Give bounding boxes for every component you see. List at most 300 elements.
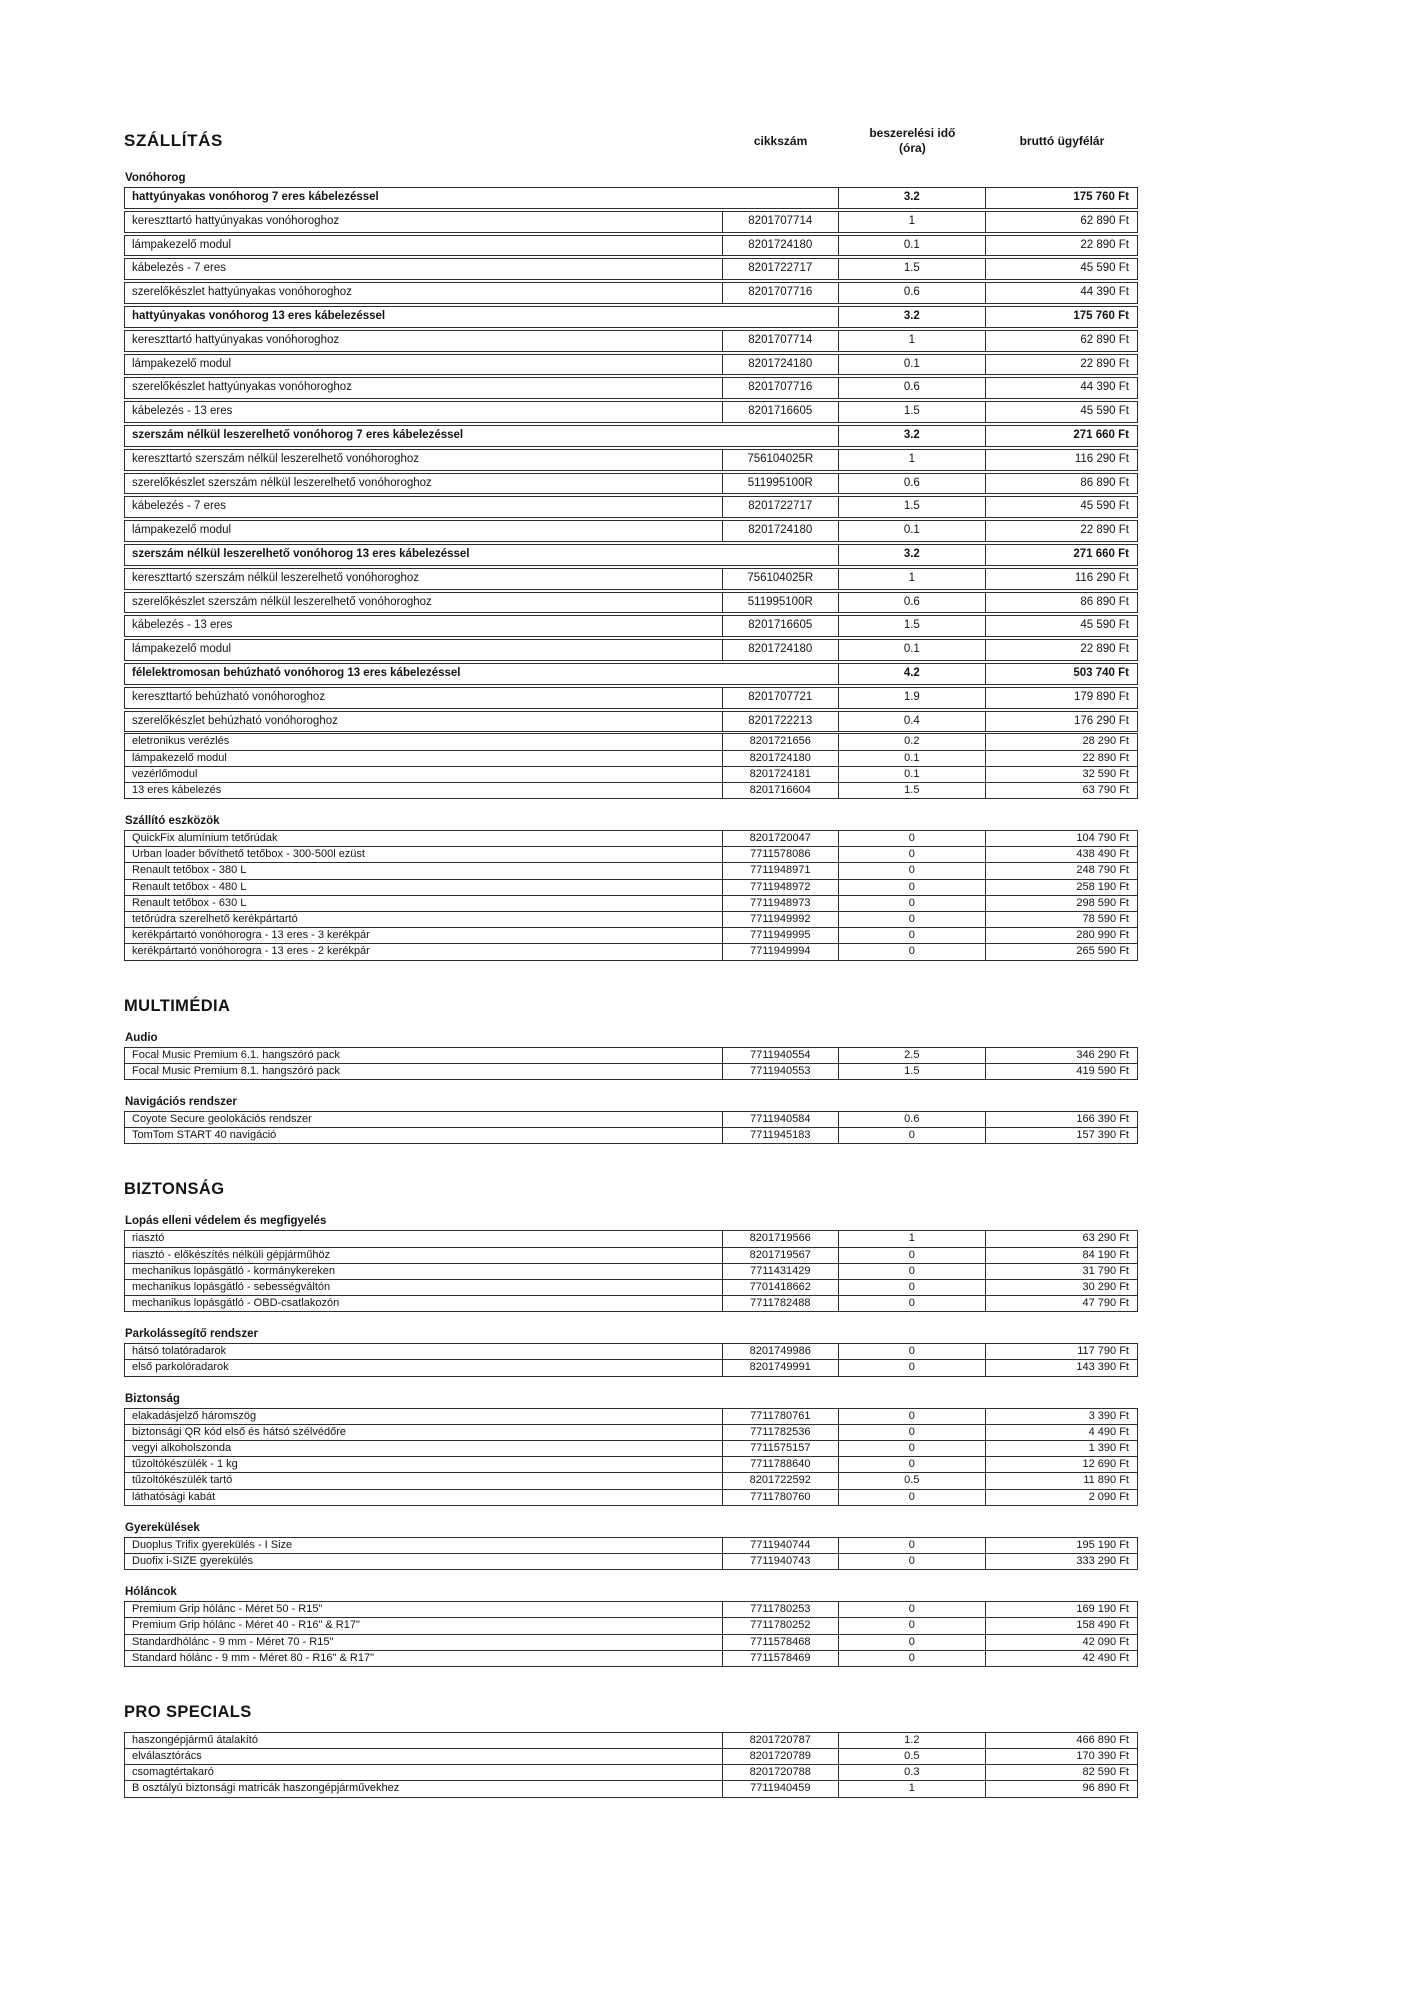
install-time-cell: 3.2	[838, 426, 985, 446]
price-cell: 176 290 Ft	[985, 712, 1137, 732]
article-number-cell: 8201719566	[722, 1231, 838, 1246]
install-time-cell: 0	[838, 1360, 985, 1375]
product-name-cell: Renault tetőbox - 380 L	[132, 864, 247, 877]
price-cell: 166 390 Ft	[985, 1112, 1137, 1127]
product-name-cell: lámpakezelő modul	[132, 357, 232, 370]
price-cell: 22 890 Ft	[985, 355, 1137, 375]
article-number-cell: 8201720787	[722, 1733, 838, 1748]
install-time-cell: 0	[838, 847, 985, 862]
install-time-cell: 0.4	[838, 712, 985, 732]
product-name-cell: szerelőkészlet hattyúnyakas vonóhoroghoz	[132, 286, 352, 299]
table-row	[124, 568, 1138, 590]
price-cell: 116 290 Ft	[985, 569, 1137, 589]
product-name-cell: félelektromosan behúzható vonóhorog 13 eres kábelezéssel	[132, 666, 461, 679]
install-time-cell: 0.1	[838, 521, 985, 541]
table-row	[124, 1732, 1138, 1749]
price-cell: 45 590 Ft	[985, 402, 1137, 422]
price-cell: 47 790 Ft	[985, 1296, 1137, 1311]
product-name-cell: elválasztórács	[132, 1750, 202, 1763]
product-name-cell: eletronikus verézlés	[132, 735, 230, 748]
table-row	[124, 377, 1138, 399]
article-number-cell: 7711949995	[722, 928, 838, 943]
install-time-cell: 1.5	[838, 402, 985, 422]
install-time-cell: 0.6	[838, 378, 985, 398]
product-name-cell: kereszttartó hattyúnyakas vonóhoroghoz	[132, 214, 340, 227]
price-cell: 22 890 Ft	[985, 236, 1137, 256]
table-row	[124, 449, 1138, 471]
product-name-cell: szerelőkészlet hattyúnyakas vonóhoroghoz	[132, 381, 352, 394]
price-cell: 86 890 Ft	[985, 474, 1137, 494]
price-cell: 2 090 Ft	[985, 1490, 1137, 1505]
article-number-cell: 8201716605	[722, 402, 838, 422]
price-cell: 22 890 Ft	[985, 751, 1137, 766]
table-row	[124, 1537, 1138, 1554]
install-time-cell: 0	[838, 896, 985, 911]
product-name-cell: Standard hólánc - 9 mm - Méret 80 - R16" & R17"	[132, 1651, 374, 1664]
article-number-cell: 8201724181	[722, 767, 838, 782]
article-number-cell: 8201724180	[722, 236, 838, 256]
install-time-cell: 0.1	[838, 751, 985, 766]
article-number-cell: 7711788640	[722, 1457, 838, 1472]
install-time-cell: 1.9	[838, 688, 985, 708]
article-number-cell: 8201719567	[722, 1248, 838, 1263]
install-time-cell: 0.3	[838, 1765, 985, 1780]
article-number-cell: 8201722717	[722, 259, 838, 279]
product-name-cell: tetőrúdra szerelhető kerékpártartó	[132, 913, 298, 926]
products-table	[124, 1537, 1138, 1570]
product-name-cell: kerékpártartó vonóhorogra - 13 eres - 2 kerékpár	[132, 945, 370, 958]
install-time-cell: 1	[838, 212, 985, 232]
install-time-cell: 0	[838, 928, 985, 943]
install-time-cell: 2.5	[838, 1048, 985, 1063]
price-cell: 280 990 Ft	[985, 928, 1137, 943]
product-name-cell: B osztályú biztonsági matricák haszongépjárművekhez	[132, 1782, 400, 1795]
install-time-cell: 0	[838, 1538, 985, 1553]
product-name-cell: Standardhólánc - 9 mm - Méret 70 - R15"	[132, 1635, 334, 1648]
price-cell: 4 490 Ft	[985, 1425, 1137, 1440]
article-number-cell: 7711578468	[722, 1635, 838, 1650]
price-cell: 30 290 Ft	[985, 1280, 1137, 1295]
price-cell: 82 590 Ft	[985, 1765, 1137, 1780]
article-number-cell: 8201724180	[722, 355, 838, 375]
install-time-cell: 0.1	[838, 767, 985, 782]
price-cell: 86 890 Ft	[985, 593, 1137, 613]
section-heading: BIZTONSÁG	[124, 1180, 225, 1199]
article-number-cell: 8201716604	[722, 783, 838, 798]
table-row	[124, 1650, 1138, 1667]
article-number-cell: 7711431429	[722, 1264, 838, 1279]
price-cell: 11 890 Ft	[985, 1473, 1137, 1488]
install-time-cell: 3.2	[838, 188, 985, 208]
install-time-cell: 0	[838, 1490, 985, 1505]
article-number-cell: 756104025R	[722, 569, 838, 589]
install-time-cell: 0.5	[838, 1473, 985, 1488]
product-name-cell: kerékpártartó vonóhorogra - 13 eres - 3 kerékpár	[132, 929, 370, 942]
product-name-cell: 13 eres kábelezés	[132, 783, 222, 796]
article-number-cell: 7711780761	[722, 1409, 838, 1424]
table-row	[124, 1279, 1138, 1296]
product-name-cell: hattyúnyakas vonóhorog 7 eres kábelezéssel	[132, 191, 379, 203]
product-name-cell: szerszám nélkül leszerelhető vonóhorog 7 eres kábelezéssel	[132, 428, 464, 441]
table-row	[124, 1047, 1138, 1064]
install-time-cell: 0	[838, 1554, 985, 1569]
product-name-cell: Premium Grip hólánc - Méret 50 - R15"	[132, 1603, 323, 1616]
price-cell: 78 590 Ft	[985, 912, 1137, 927]
products-table	[124, 1343, 1138, 1376]
article-number-cell: 8201720047	[722, 831, 838, 846]
article-number-cell: 8201720788	[722, 1765, 838, 1780]
price-cell: 62 890 Ft	[985, 212, 1137, 232]
table-row	[124, 1408, 1138, 1425]
price-cell: 346 290 Ft	[985, 1048, 1137, 1063]
products-table	[124, 187, 1138, 799]
table-row	[124, 1247, 1138, 1264]
price-cell: 45 590 Ft	[985, 497, 1137, 517]
table-row	[124, 911, 1138, 928]
product-name-cell: láthatósági kabát	[132, 1490, 216, 1503]
product-name-cell: csomagtértakaró	[132, 1766, 214, 1779]
price-cell: 45 590 Ft	[985, 616, 1137, 636]
install-time-cell: 0	[838, 1618, 985, 1633]
subsection-title: Szállító eszközök	[125, 815, 220, 828]
article-number-cell: 8201707716	[722, 283, 838, 303]
subsection-title: Navigációs rendszer	[125, 1095, 237, 1108]
price-cell: 175 760 Ft	[985, 307, 1137, 327]
price-cell: 195 190 Ft	[985, 1538, 1137, 1553]
article-number-cell: 8201722717	[722, 497, 838, 517]
price-cell: 62 890 Ft	[985, 331, 1137, 351]
product-name-cell: szerszám nélkül leszerelhető vonóhorog 13 eres kábelezéssel	[132, 547, 470, 560]
product-name-cell: Premium Grip hólánc - Méret 40 - R16" & R17"	[132, 1619, 360, 1632]
install-time-cell: 1.5	[838, 259, 985, 279]
table-row	[124, 733, 1138, 750]
table-row	[124, 330, 1138, 352]
table-row	[124, 1424, 1138, 1441]
price-cell: 265 590 Ft	[985, 944, 1137, 959]
table-row	[124, 1764, 1138, 1781]
install-time-cell: 1.2	[838, 1733, 985, 1748]
product-name-cell: kereszttartó hattyúnyakas vonóhoroghoz	[132, 333, 340, 346]
install-time-cell: 3.2	[838, 545, 985, 565]
table-row	[124, 282, 1138, 304]
article-number-cell: 8201707714	[722, 331, 838, 351]
table-row	[124, 1780, 1138, 1797]
price-cell: 45 590 Ft	[985, 259, 1137, 279]
price-cell: 63 290 Ft	[985, 1231, 1137, 1246]
article-number-cell: 7711948972	[722, 880, 838, 895]
article-number-cell: 7711940743	[722, 1554, 838, 1569]
article-number-cell: 8201720789	[722, 1749, 838, 1764]
price-cell: 3 390 Ft	[985, 1409, 1137, 1424]
install-time-cell: 1.5	[838, 497, 985, 517]
article-number-cell: 8201724180	[722, 521, 838, 541]
install-time-cell: 0	[838, 1296, 985, 1311]
table-row	[124, 1634, 1138, 1651]
column-header-install-time-line2: (óra)	[899, 141, 926, 155]
article-number-cell: 8201716605	[722, 616, 838, 636]
product-name-cell: mechanikus lopásgátló - OBD-csatlakozón	[132, 1297, 340, 1310]
product-name-cell: Renault tetőbox - 630 L	[132, 896, 247, 909]
article-number-cell: 511995100R	[722, 593, 838, 613]
install-time-cell: 0	[838, 1635, 985, 1650]
price-cell: 44 390 Ft	[985, 378, 1137, 398]
price-cell: 1 390 Ft	[985, 1441, 1137, 1456]
subsection-title: Parkolássegítő rendszer	[125, 1328, 258, 1341]
sections-container	[124, 172, 1138, 1798]
install-time-cell: 0.6	[838, 1112, 985, 1127]
price-cell: 28 290 Ft	[985, 734, 1137, 749]
article-number-cell: 7711782488	[722, 1296, 838, 1311]
table-row	[124, 1617, 1138, 1634]
article-number-cell: 7711940584	[722, 1112, 838, 1127]
product-name-cell: lámpakezelő modul	[132, 643, 232, 656]
table-row-group-header	[124, 663, 1138, 685]
install-time-cell: 0	[838, 1457, 985, 1472]
article-number-cell: 7711780252	[722, 1618, 838, 1633]
page-title: SZÁLLÍTÁS	[124, 131, 223, 150]
product-name-cell: kereszttartó szerszám nélkül leszerelhető vonóhoroghoz	[132, 571, 420, 584]
product-name-cell: QuickFix alumínium tetőrúdak	[132, 832, 278, 845]
article-number-cell: 8201724180	[722, 751, 838, 766]
product-name-cell: vezérlőmodul	[132, 767, 198, 780]
subsection-title: Audio	[125, 1031, 158, 1044]
product-name-cell: tűzoltókészülék tartó	[132, 1474, 233, 1487]
table-row	[124, 879, 1138, 896]
article-number-cell: 7711940553	[722, 1064, 838, 1079]
column-header-install-time-line1: beszerelési idő	[869, 126, 956, 140]
section-heading: PRO SPECIALS	[124, 1702, 252, 1721]
install-time-cell: 0	[838, 1602, 985, 1617]
install-time-cell: 1.5	[838, 616, 985, 636]
install-time-cell: 0.5	[838, 1749, 985, 1764]
product-name-cell: szerelőkészlet behúzható vonóhoroghoz	[132, 714, 338, 727]
price-cell: 438 490 Ft	[985, 847, 1137, 862]
price-cell: 22 890 Ft	[985, 521, 1137, 541]
table-row	[124, 211, 1138, 233]
products-table	[124, 1732, 1138, 1798]
products-table	[124, 830, 1138, 961]
product-name-cell: szerelőkészlet szerszám nélkül leszerelhető vonóhoroghoz	[132, 476, 432, 489]
article-number-cell: 7711578469	[722, 1651, 838, 1666]
table-row	[124, 830, 1138, 847]
article-number-cell: 8201749986	[722, 1344, 838, 1359]
subsection-title: Vonóhorog	[125, 172, 186, 184]
article-number-cell: 7711575157	[722, 1441, 838, 1456]
table-row	[124, 1748, 1138, 1765]
article-number-cell: 7711949992	[722, 912, 838, 927]
product-name-cell: kábelezés - 13 eres	[132, 405, 233, 418]
product-name-cell: lámpakezelő modul	[132, 238, 232, 251]
article-number-cell: 8201724180	[722, 640, 838, 660]
install-time-cell: 0.1	[838, 236, 985, 256]
product-name-cell: riasztó	[132, 1232, 165, 1245]
product-name-cell: hátsó tolatóradarok	[132, 1345, 227, 1358]
product-name-cell: kábelezés - 7 eres	[132, 262, 226, 275]
product-name-cell: Coyote Secure geolokációs rendszer	[132, 1112, 312, 1125]
product-name-cell: kábelezés - 7 eres	[132, 500, 226, 513]
price-cell: 117 790 Ft	[985, 1344, 1137, 1359]
install-time-cell: 0	[838, 1248, 985, 1263]
table-row	[124, 943, 1138, 960]
product-name-cell: hattyúnyakas vonóhorog 13 eres kábelezéssel	[132, 309, 386, 322]
column-header-article-number: cikkszám	[753, 133, 808, 148]
install-time-cell: 0	[838, 831, 985, 846]
product-name-cell: kereszttartó szerszám nélkül leszerelhető vonóhoroghoz	[132, 452, 420, 465]
install-time-cell: 0	[838, 1441, 985, 1456]
install-time-cell: 0	[838, 1280, 985, 1295]
install-time-cell: 0.6	[838, 474, 985, 494]
article-number-cell: 7711948971	[722, 863, 838, 878]
product-name-cell: kereszttartó behúzható vonóhoroghoz	[132, 690, 326, 703]
article-number-cell: 7711940459	[722, 1781, 838, 1796]
products-table	[124, 1408, 1138, 1506]
install-time-cell: 0	[838, 1264, 985, 1279]
table-row-group-header	[124, 187, 1138, 209]
article-number-cell: 8201707721	[722, 688, 838, 708]
subsection-title: Hóláncok	[125, 1586, 177, 1599]
article-number-cell: 7711940554	[722, 1048, 838, 1063]
products-table	[124, 1601, 1138, 1667]
price-cell: 170 390 Ft	[985, 1749, 1137, 1764]
product-name-cell: Focal Music Premium 8.1. hangszóró pack	[132, 1064, 340, 1077]
product-name-cell: kábelezés - 13 eres	[132, 619, 233, 632]
products-table	[124, 1111, 1138, 1144]
table-row	[124, 1111, 1138, 1128]
install-time-cell: 0.1	[838, 355, 985, 375]
table-row	[124, 615, 1138, 637]
product-name-cell: vegyi alkoholszonda	[132, 1442, 232, 1455]
table-row-group-header	[124, 425, 1138, 447]
article-number-cell: 7711945183	[722, 1128, 838, 1143]
table-row	[124, 895, 1138, 912]
table-row	[124, 846, 1138, 863]
table-row	[124, 592, 1138, 614]
table-row	[124, 1063, 1138, 1080]
table-row	[124, 520, 1138, 542]
table-row	[124, 782, 1138, 799]
install-time-cell: 0	[838, 1425, 985, 1440]
price-cell: 271 660 Ft	[985, 426, 1137, 446]
install-time-cell: 3.2	[838, 307, 985, 327]
install-time-cell: 1	[838, 569, 985, 589]
article-number-cell: 7701418662	[722, 1280, 838, 1295]
table-row	[124, 496, 1138, 518]
price-cell: 104 790 Ft	[985, 831, 1137, 846]
product-name-cell: Duofix i-SIZE gyerekülés	[132, 1554, 254, 1567]
subsection-title: Lopás elleni védelem és megfigyelés	[125, 1215, 327, 1228]
install-time-cell: 0.6	[838, 283, 985, 303]
table-row	[124, 1601, 1138, 1618]
article-number-cell: 7711780760	[722, 1490, 838, 1505]
column-header-install-time	[839, 126, 986, 156]
products-table	[124, 1230, 1138, 1312]
table-row-group-header	[124, 544, 1138, 566]
article-number-cell: 8201707714	[722, 212, 838, 232]
product-name-cell: lámpakezelő modul	[132, 751, 227, 764]
product-name-cell: Urban loader bővíthető tetőbox - 300-500l ezüst	[132, 848, 365, 861]
install-time-cell: 0	[838, 1344, 985, 1359]
article-number-cell: 7711949994	[722, 944, 838, 959]
article-number-cell: 7711578086	[722, 847, 838, 862]
article-number-cell: 7711782536	[722, 1425, 838, 1440]
price-cell: 419 590 Ft	[985, 1064, 1137, 1079]
table-row	[124, 1359, 1138, 1376]
table-row	[124, 862, 1138, 879]
table-row	[124, 1489, 1138, 1506]
article-number-cell: 8201722213	[722, 712, 838, 732]
price-cell: 157 390 Ft	[985, 1128, 1137, 1143]
price-cell: 175 760 Ft	[985, 188, 1137, 208]
table-row	[124, 1553, 1138, 1570]
price-cell: 298 590 Ft	[985, 896, 1137, 911]
install-time-cell: 1	[838, 1781, 985, 1796]
install-time-cell: 0	[838, 1128, 985, 1143]
table-row	[124, 1440, 1138, 1457]
price-cell: 466 890 Ft	[985, 1733, 1137, 1748]
table-row	[124, 711, 1138, 733]
article-number-cell: 7711948973	[722, 896, 838, 911]
install-time-cell: 0	[838, 912, 985, 927]
table-row	[124, 1472, 1138, 1489]
install-time-cell: 1	[838, 331, 985, 351]
product-name-cell: haszongépjármű átalakító	[132, 1733, 258, 1746]
price-cell: 12 690 Ft	[985, 1457, 1137, 1472]
table-row	[124, 1343, 1138, 1360]
section-heading: MULTIMÉDIA	[124, 996, 231, 1015]
product-name-cell: TomTom START 40 navigáció	[132, 1129, 277, 1142]
install-time-cell: 0.2	[838, 734, 985, 749]
price-cell: 42 490 Ft	[985, 1651, 1137, 1666]
install-time-cell: 0	[838, 880, 985, 895]
product-name-cell: Duoplus Trifix gyerekülés - I Size	[132, 1538, 293, 1551]
article-number-cell: 7711940744	[722, 1538, 838, 1553]
price-cell: 248 790 Ft	[985, 863, 1137, 878]
price-cell: 31 790 Ft	[985, 1264, 1137, 1279]
price-cell: 158 490 Ft	[985, 1618, 1137, 1633]
price-cell: 503 740 Ft	[985, 664, 1137, 684]
price-cell: 271 660 Ft	[985, 545, 1137, 565]
product-name-cell: biztonsági QR kód első és hátsó szélvédőre	[132, 1425, 347, 1438]
subsection-title: Biztonság	[125, 1392, 180, 1405]
price-cell: 258 190 Ft	[985, 880, 1137, 895]
install-time-cell: 1.5	[838, 783, 985, 798]
price-cell: 84 190 Ft	[985, 1248, 1137, 1263]
price-cell: 116 290 Ft	[985, 450, 1137, 470]
price-cell: 32 590 Ft	[985, 767, 1137, 782]
table-row	[124, 235, 1138, 257]
article-number-cell: 511995100R	[722, 474, 838, 494]
article-number-cell: 8201749991	[722, 1360, 838, 1375]
table-row	[124, 927, 1138, 944]
product-name-cell: lámpakezelő modul	[132, 524, 232, 537]
install-time-cell: 0.1	[838, 640, 985, 660]
install-time-cell: 0.6	[838, 593, 985, 613]
table-row-group-header	[124, 306, 1138, 328]
article-number-cell: 8201722592	[722, 1473, 838, 1488]
table-header	[124, 126, 1138, 156]
product-name-cell: riasztó - előkészítés nélküli gépjárműhöz	[132, 1248, 331, 1261]
product-name-cell: első parkolóradarok	[132, 1361, 229, 1374]
table-row	[124, 639, 1138, 661]
install-time-cell: 1.5	[838, 1064, 985, 1079]
article-number-cell: 756104025R	[722, 450, 838, 470]
table-row	[124, 1127, 1138, 1144]
table-row	[124, 687, 1138, 709]
price-cell: 169 190 Ft	[985, 1602, 1137, 1617]
install-time-cell: 0	[838, 1409, 985, 1424]
table-row	[124, 750, 1138, 767]
article-number-cell: 8201707716	[722, 378, 838, 398]
